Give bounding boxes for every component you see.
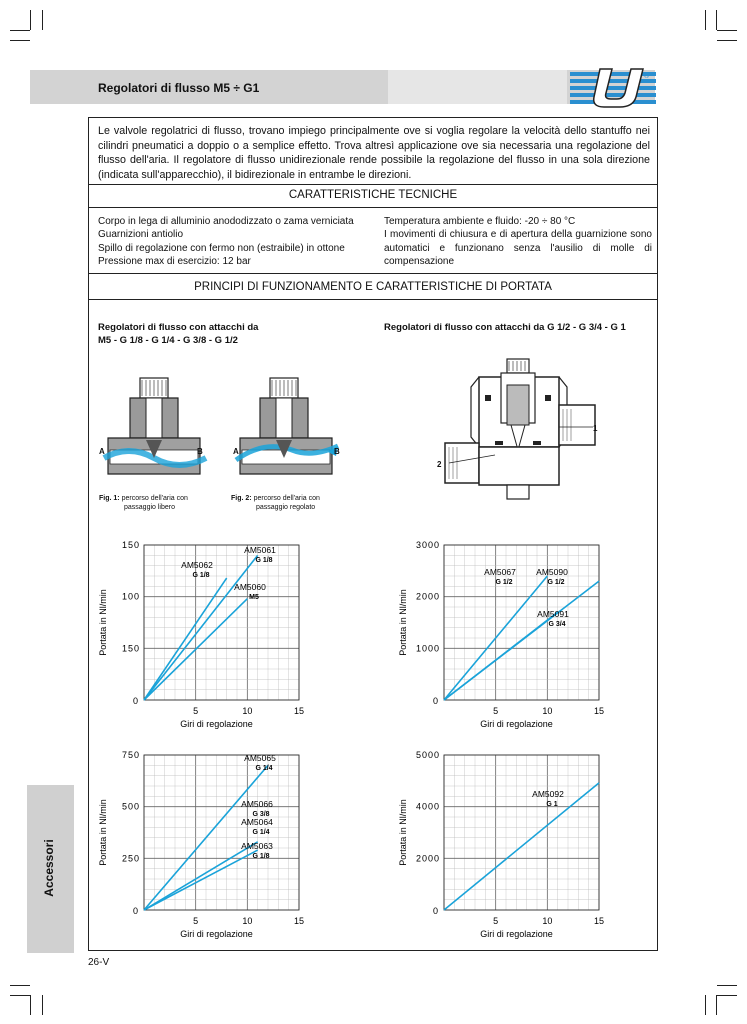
brand-logo	[570, 66, 656, 108]
x-tick-label: 15	[593, 916, 605, 926]
series-label: AM5060	[234, 582, 266, 592]
series-line	[444, 612, 558, 700]
crop-mark	[717, 995, 737, 996]
y-tick-label: 5000	[415, 750, 440, 760]
series-size-label: G 3/4	[548, 621, 566, 628]
divider	[88, 273, 658, 274]
callout-2: 2	[437, 460, 442, 469]
side-tab-label: Accessori	[42, 839, 56, 897]
valve-figure-2	[232, 370, 350, 485]
x-tick-label: 5	[193, 706, 199, 716]
spec-item: Spillo di regolazione con fermo non (estraibile) in ottone	[98, 242, 345, 254]
x-axis-label: Giri di regolazione	[480, 929, 553, 939]
left-subhead	[98, 321, 258, 347]
x-axis-label: Giri di regolazione	[180, 719, 253, 729]
port-a-label: A	[233, 447, 239, 456]
crop-mark	[10, 985, 30, 986]
flow-chart-3	[92, 745, 307, 950]
y-axis-label: Portata in Nl/min	[398, 799, 408, 866]
origin-label: 0	[432, 906, 438, 916]
y-tick-label: 150	[121, 643, 140, 654]
fig2-text: percorso dell'aria con	[253, 495, 320, 502]
crop-mark	[10, 30, 30, 31]
x-tick-label: 15	[293, 916, 305, 926]
registered-mark: ®	[644, 73, 650, 80]
origin-label: 0	[132, 696, 138, 706]
y-tick-label: 2000	[415, 853, 440, 864]
page-number: 26-V	[88, 957, 110, 968]
crop-mark	[717, 30, 737, 31]
x-tick-label: 5	[193, 916, 199, 926]
series-label: AM5061	[244, 545, 276, 555]
crop-mark	[10, 40, 30, 41]
series-size-label: G 1	[546, 801, 558, 808]
origin-label: 0	[132, 906, 138, 916]
callout-1: 1	[593, 424, 598, 433]
x-tick-label: 10	[242, 916, 253, 926]
fig1-label: Fig. 1:	[99, 495, 120, 502]
spec-item: Corpo in lega di alluminio anododizzato o zama verniciata	[98, 216, 354, 227]
page-title: Regolatori di flusso M5 ÷ G1	[98, 81, 260, 95]
y-tick-label: 250	[121, 853, 140, 864]
series-label: AM5067	[484, 567, 516, 577]
flow-chart-4	[378, 745, 608, 950]
y-tick-label: 750	[121, 750, 140, 760]
series-size-label: G 1/8	[252, 853, 270, 860]
y-tick-label: 1000	[415, 643, 440, 654]
crop-mark	[10, 995, 30, 996]
crop-mark	[30, 995, 31, 1015]
y-axis-label: Portata in Nl/min	[98, 799, 108, 866]
fig2-text: passaggio regolato	[256, 504, 316, 511]
crop-mark	[42, 10, 43, 30]
divider	[88, 184, 658, 185]
series-label: AM5064	[241, 817, 273, 827]
series-line	[144, 850, 258, 910]
series-size-label: G 1/4	[255, 765, 273, 772]
port-b-label: B	[334, 447, 340, 456]
series-label: AM5062	[181, 560, 213, 570]
series-size-label: G 1/4	[252, 829, 270, 836]
spec-item: Pressione max di esercizio: 12 bar	[98, 255, 251, 267]
fig1-text: passaggio libero	[124, 504, 175, 511]
spec-item: Temperatura ambiente e fluido: -20 ÷ 80 °C	[384, 216, 576, 227]
specs-left	[98, 215, 378, 268]
x-tick-label: 5	[493, 706, 499, 716]
crop-mark	[42, 995, 43, 1015]
crop-mark	[717, 40, 737, 41]
x-axis-label: Giri di regolazione	[480, 719, 553, 729]
x-tick-label: 15	[593, 706, 605, 716]
series-size-label: G 1/2	[547, 579, 565, 586]
series-size-label: G 3/8	[252, 811, 270, 818]
crop-mark	[716, 10, 717, 30]
header-band-light	[388, 70, 567, 104]
x-tick-label: 10	[542, 706, 553, 716]
series-label: AM5090	[536, 567, 568, 577]
intro-paragraph: Le valvole regolatrici di flusso, trovano impiego principalmente ove si voglia regolare la velocità dello stantuffo nei cilindri pneumatici a doppio o a semplice effetto. Trova altresì applicazione ove sia necessaria una regolazione del flusso dell'aria. Il regolatore di flusso unidirezionale rende possibile la regolazione del flusso in una sola direzione (indicata sull'apparecchio), il bidirezionale in entrambe le direzioni.	[98, 125, 650, 181]
x-tick-label: 10	[242, 706, 253, 716]
crop-mark	[717, 985, 737, 986]
fig1-caption	[99, 494, 188, 512]
y-tick-label: 3000	[415, 540, 440, 550]
fig2-caption	[231, 494, 320, 512]
series-size-label: G 1/8	[192, 572, 210, 579]
fig1-text: percorso dell'aria con	[121, 495, 188, 502]
specs-right	[384, 215, 652, 268]
divider	[88, 207, 658, 208]
origin-label: 0	[432, 696, 438, 706]
left-subhead-line: Regolatori di flusso con attacchi da	[98, 322, 259, 333]
flow-chart-1	[92, 535, 307, 745]
specs-heading: CARATTERISTICHE TECNICHE	[288, 189, 458, 201]
crop-mark	[705, 995, 706, 1015]
port-b-label: B	[197, 447, 203, 456]
crop-mark	[705, 10, 706, 30]
right-subhead: Regolatori di flusso con attacchi da G 1/2 - G 3/4 - G 1	[384, 322, 626, 333]
y-axis-label: Portata in Nl/min	[398, 589, 408, 656]
plot-frame	[444, 755, 599, 910]
series-label: AM5092	[532, 789, 564, 799]
y-tick-label: 150	[121, 540, 140, 550]
y-tick-label: 4000	[415, 801, 440, 812]
spec-item: Guarnizioni antiolio	[98, 229, 184, 241]
series-label: AM5091	[537, 609, 569, 619]
y-axis-label: Portata in Nl/min	[98, 589, 108, 656]
y-tick-label: 2000	[415, 591, 440, 602]
principles-heading: PRINCIPI DI FUNZIONAMENTO E CARATTERISTICHE DI PORTATA	[194, 281, 552, 293]
left-subhead-line: M5 - G 1/8 - G 1/4 - G 3/8 - G 1/2	[98, 335, 238, 346]
divider	[88, 299, 658, 300]
port-a-label: A	[99, 447, 105, 456]
valve-figure-1	[96, 370, 214, 485]
plot-frame	[144, 755, 299, 910]
series-size-label: M5	[249, 594, 259, 601]
series-size-label: G 1/2	[495, 579, 513, 586]
series-line	[444, 783, 599, 910]
spec-item: I movimenti di chiusura e di apertura della guarnizione sono automatici e funzionano senza l'ausilio di molle di compensazione	[384, 229, 652, 267]
crop-mark	[716, 995, 717, 1015]
x-tick-label: 10	[542, 916, 553, 926]
x-tick-label: 5	[493, 916, 499, 926]
fig2-label: Fig. 2:	[231, 495, 252, 502]
series-label: AM5063	[241, 841, 273, 851]
series-label: AM5065	[244, 753, 276, 763]
x-tick-label: 15	[293, 706, 305, 716]
flow-chart-2	[378, 535, 608, 745]
plot-frame	[444, 545, 599, 700]
series-size-label: G 1/8	[255, 557, 273, 564]
crop-mark	[30, 10, 31, 30]
valve-cross-section	[435, 355, 605, 510]
y-tick-label: 500	[121, 801, 140, 812]
x-axis-label: Giri di regolazione	[180, 929, 253, 939]
series-label: AM5066	[241, 799, 273, 809]
y-tick-label: 100	[121, 591, 140, 602]
